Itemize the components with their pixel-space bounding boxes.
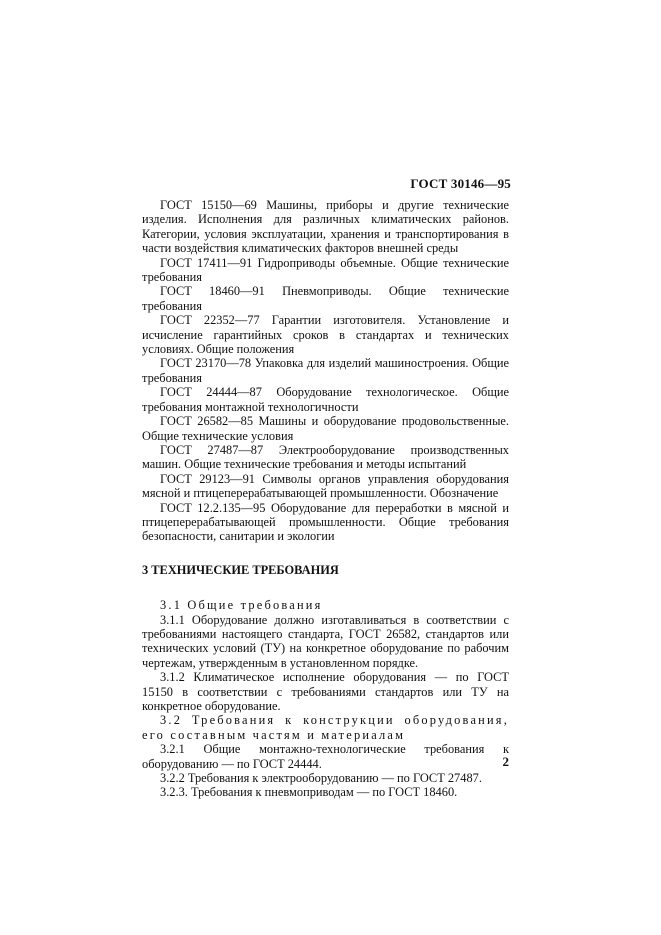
clause-paragraph: 3.2.1 Общие монтажно-технологические требования к оборудованию — по ГОСТ 24444.: [142, 742, 509, 771]
normative-references-list: [142, 198, 509, 544]
page-content: [142, 198, 509, 800]
reference-item: ГОСТ 24444—87 Оборудование технологическое. Общие требования монтажной технологичности: [142, 385, 509, 414]
page-number: 2: [502, 754, 509, 769]
reference-item: ГОСТ 26582—85 Машины и оборудование продовольственные. Общие технические условия: [142, 414, 509, 443]
reference-item: ГОСТ 12.2.135—95 Оборудование для переработки в мясной и птицеперерабатывающей промышленности. Общие требования безопасности, санитарии и экологии: [142, 500, 509, 544]
reference-item: ГОСТ 23170—78 Упаковка для изделий машиностроения. Общие требования: [142, 356, 509, 385]
clause-paragraph: 3.2.3. Требования к пневмоприводам — по ГОСТ 18460.: [160, 785, 458, 800]
reference-item: ГОСТ 18460—91 Пневмоприводы. Общие технические требования: [142, 284, 509, 313]
document-code-header: ГОСТ 30146—95: [410, 176, 511, 191]
section-heading: 3 ТЕХНИЧЕСКИЕ ТРЕБОВАНИЯ: [142, 562, 339, 577]
subsection-heading: 3.1 Общие требования: [160, 598, 323, 613]
reference-item: ГОСТ 15150—69 Машины, приборы и другие технические изделия. Исполнения для различных климатических районов. Категории, условия эксплуатации, хранения и транспортирования в части воздействия климатических факторов внешней среды: [142, 198, 509, 256]
subsection-heading: 3.2 Требования к конструкции оборудования, его составным частям и материалам: [142, 713, 509, 742]
reference-item: ГОСТ 29123—91 Символы органов управления оборудования мясной и птицеперерабатывающей промышленности. Обозначение: [142, 471, 509, 501]
reference-item: ГОСТ 27487—87 Электрооборудование производственных машин. Общие технические требования и методы испытаний: [142, 442, 509, 472]
clause-paragraph: 3.1.2 Климатическое исполнение оборудования — по ГОСТ 15150 в соответствии с требованиями стандартов или ТУ на конкретное оборудование.: [142, 670, 509, 713]
reference-item: ГОСТ 17411—91 Гидроприводы объемные. Общие технические требования: [142, 255, 509, 285]
clause-paragraph: 3.1.1 Оборудование должно изготавливаться в соответствии с требованиями настоящего стандарта, ГОСТ 26582, стандартов или технических условий (ТУ) на конкретное оборудование по рабочим чертежам, утвержденным в установленном порядке.: [142, 612, 509, 670]
reference-item: ГОСТ 22352—77 Гарантии изготовителя. Установление и исчисление гарантийных сроков в стандартах и технических условиях. Общие положения: [142, 313, 509, 357]
clause-paragraph: 3.2.2 Требования к электрооборудованию — по ГОСТ 27487.: [160, 771, 482, 786]
